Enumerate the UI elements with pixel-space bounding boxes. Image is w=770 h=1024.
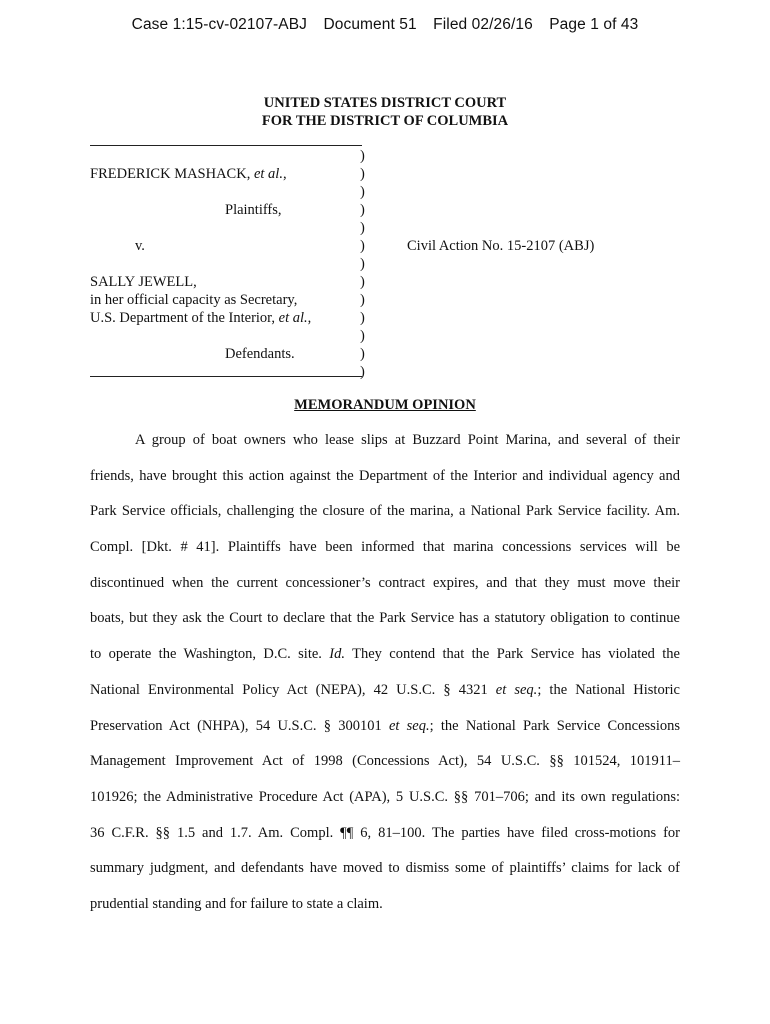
defendant-capacity-2: U.S. Department of the Interior, <box>90 310 276 326</box>
caption-paren: ) <box>360 292 365 308</box>
defendant-comma: , <box>307 310 312 326</box>
case-number: Case 1:15-cv-02107-ABJ <box>131 16 308 33</box>
opinion-body <box>90 423 680 923</box>
body-line: A group of boat owners who lease slips at Buzzard Point Marina, and several of their <box>135 432 680 448</box>
caption-paren: ) <box>360 274 365 290</box>
caption-paren: ) <box>360 364 365 380</box>
court-line-2: FOR THE DISTRICT OF COLUMBIA <box>261 113 509 129</box>
caption-paren: ) <box>360 256 365 272</box>
caption-top-rule <box>90 145 362 146</box>
plaintiff-et-al: et al. <box>253 166 283 182</box>
document-number: Document 51 <box>323 16 417 33</box>
plaintiff-name-line <box>90 165 287 183</box>
defendant-capacity-1: in her official capacity as Secretary, <box>90 292 298 308</box>
body-line: friends, have brought this action against the Department of the Interior and individual agency and <box>90 467 680 484</box>
body-line: 101926; the Administrative Procedure Act (APA), 5 U.S.C. §§ 701–706; and its own regulations: <box>90 788 680 805</box>
body-line: to operate the Washington, D.C. site. Id. They contend that the Park Service has violated the <box>90 646 680 663</box>
body-line: Management Improvement Act of 1998 (Concessions Act), 54 U.S.C. §§ 101524, 101911– <box>90 753 680 770</box>
caption-paren: ) <box>360 346 365 362</box>
caption-paren: ) <box>360 184 365 200</box>
defendant-et-al: et al. <box>278 310 308 326</box>
defendants-label: Defendants. <box>225 346 295 362</box>
caption-paren: ) <box>360 310 365 326</box>
body-line: boats, but they ask the Court to declare that the Park Service has a statutory obligation to continue <box>90 610 680 627</box>
page-number: Page 1 of 43 <box>549 16 639 33</box>
caption-paren: ) <box>360 220 365 236</box>
body-line: 36 C.F.R. §§ 1.5 and 1.7. Am. Compl. ¶¶ 6, 81–100. The parties have filed cross-motions for <box>90 824 680 841</box>
case-caption <box>90 137 690 381</box>
body-line: discontinued when the current concessioner’s contract expires, and that they must move their <box>90 574 680 591</box>
defendant-name: SALLY JEWELL, <box>90 274 197 290</box>
versus: v. <box>135 238 145 254</box>
plaintiff-name: FREDERICK MASHACK, <box>90 166 251 182</box>
caption-paren: ) <box>360 148 365 164</box>
filed-date: Filed 02/26/16 <box>433 16 533 33</box>
defendant-capacity-line <box>90 309 311 327</box>
court-name <box>0 94 770 130</box>
plaintiffs-label: Plaintiffs, <box>225 202 282 218</box>
body-line: prudential standing and for failure to state a claim. <box>90 895 383 912</box>
body-line: National Environmental Policy Act (NEPA), 42 U.S.C. § 4321 et seq.; the National Historic <box>90 681 680 698</box>
plaintiff-comma: , <box>282 166 287 182</box>
document-title: MEMORANDUM OPINION <box>294 397 476 413</box>
court-line-1: UNITED STATES DISTRICT COURT <box>263 95 507 111</box>
caption-paren: ) <box>360 238 365 254</box>
caption-bottom-rule <box>90 376 362 377</box>
body-line: Park Service officials, challenging the closure of the marina, a National Park Service facility. Am. <box>90 503 680 520</box>
body-line: Preservation Act (NHPA), 54 U.S.C. § 300101 et seq.; the National Park Service Concessions <box>90 717 680 734</box>
page-header <box>0 16 770 34</box>
caption-paren: ) <box>360 328 365 344</box>
caption-paren: ) <box>360 166 365 182</box>
body-line: Compl. [Dkt. # 41]. Plaintiffs have been informed that marina concessions services will be <box>90 539 680 556</box>
civil-action-number: Civil Action No. 15-2107 (ABJ) <box>407 238 595 254</box>
caption-paren: ) <box>360 202 365 218</box>
body-line: summary judgment, and defendants have moved to dismiss some of plaintiffs’ claims for lack of <box>90 860 680 877</box>
